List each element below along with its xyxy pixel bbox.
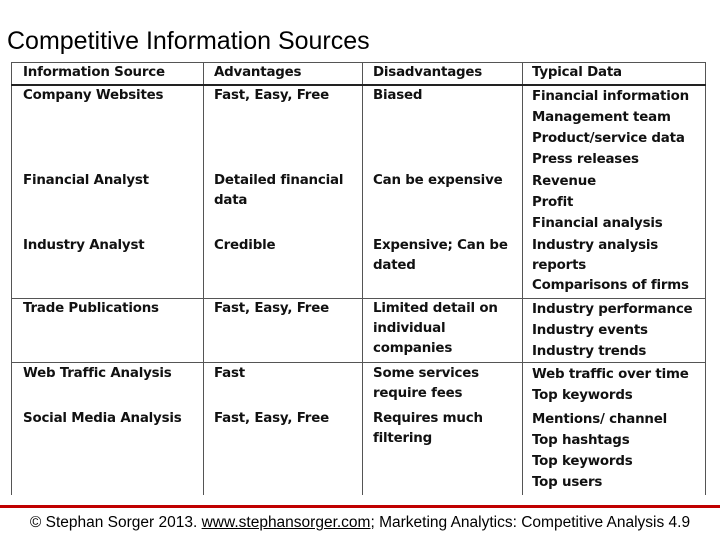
header-disadvantages: Disadvantages — [373, 65, 483, 80]
row-financial-analyst-source: Financial Analyst — [23, 173, 149, 188]
slide-title: Competitive Information Sources — [7, 27, 370, 55]
row-trade-publications-advantages: Fast, Easy, Free — [214, 301, 329, 316]
row-web-traffic-typical: Web traffic over time Top keywords — [532, 367, 689, 403]
footer-website-link[interactable]: www.stephansorger.com — [201, 514, 371, 531]
column-divider — [203, 62, 204, 495]
header-typical-data: Typical Data — [532, 65, 622, 80]
row-industry-analyst-disadvantages: Expensive; Can be dated — [373, 238, 508, 273]
row-trade-publications-disadvantages: Limited detail on individual companies — [373, 301, 498, 356]
footer-course-info: ; Marketing Analytics: Competitive Analysis 4.9 — [370, 514, 691, 531]
competitive-sources-table — [11, 62, 706, 495]
header-advantages: Advantages — [214, 65, 302, 80]
row-web-traffic-disadvantages: Some services require fees — [373, 366, 479, 401]
row-divider — [11, 362, 706, 363]
row-financial-analyst-disadvantages: Can be expensive — [373, 173, 503, 188]
row-company-websites-disadvantages: Biased — [373, 88, 423, 103]
row-social-media-source: Social Media Analysis — [23, 411, 182, 426]
row-company-websites-advantages: Fast, Easy, Free — [214, 88, 329, 103]
row-social-media-typical: Mentions/ channel Top hashtags Top keywords Top users — [532, 412, 668, 490]
table-border-right — [705, 62, 706, 495]
row-industry-analyst-typical: Industry analysis reports Comparisons of firms — [532, 238, 689, 293]
row-industry-analyst-advantages: Credible — [214, 238, 276, 253]
row-social-media-disadvantages: Requires much filtering — [373, 411, 483, 446]
row-industry-analyst-source: Industry Analyst — [23, 238, 145, 253]
row-company-websites-source: Company Websites — [23, 88, 164, 103]
column-divider — [362, 62, 363, 495]
row-financial-analyst-advantages: Detailed financial data — [214, 173, 344, 208]
footer-text — [0, 514, 720, 532]
table-border-left — [11, 62, 12, 495]
row-trade-publications-source: Trade Publications — [23, 301, 159, 316]
column-divider — [522, 62, 523, 495]
row-web-traffic-source: Web Traffic Analysis — [23, 366, 172, 381]
row-trade-publications-typical: Industry performance Industry events Industry trends — [532, 302, 693, 359]
row-social-media-advantages: Fast, Easy, Free — [214, 411, 329, 426]
row-company-websites-typical: Financial information Management team Product/service data Press releases — [532, 89, 689, 167]
row-financial-analyst-typical: Revenue Profit Financial analysis — [532, 174, 663, 231]
footer-copyright: © Stephan Sorger 2013. — [29, 514, 202, 531]
row-web-traffic-advantages: Fast — [214, 366, 245, 381]
footer-accent-bar — [0, 505, 720, 508]
header-information-source: Information Source — [23, 65, 165, 80]
